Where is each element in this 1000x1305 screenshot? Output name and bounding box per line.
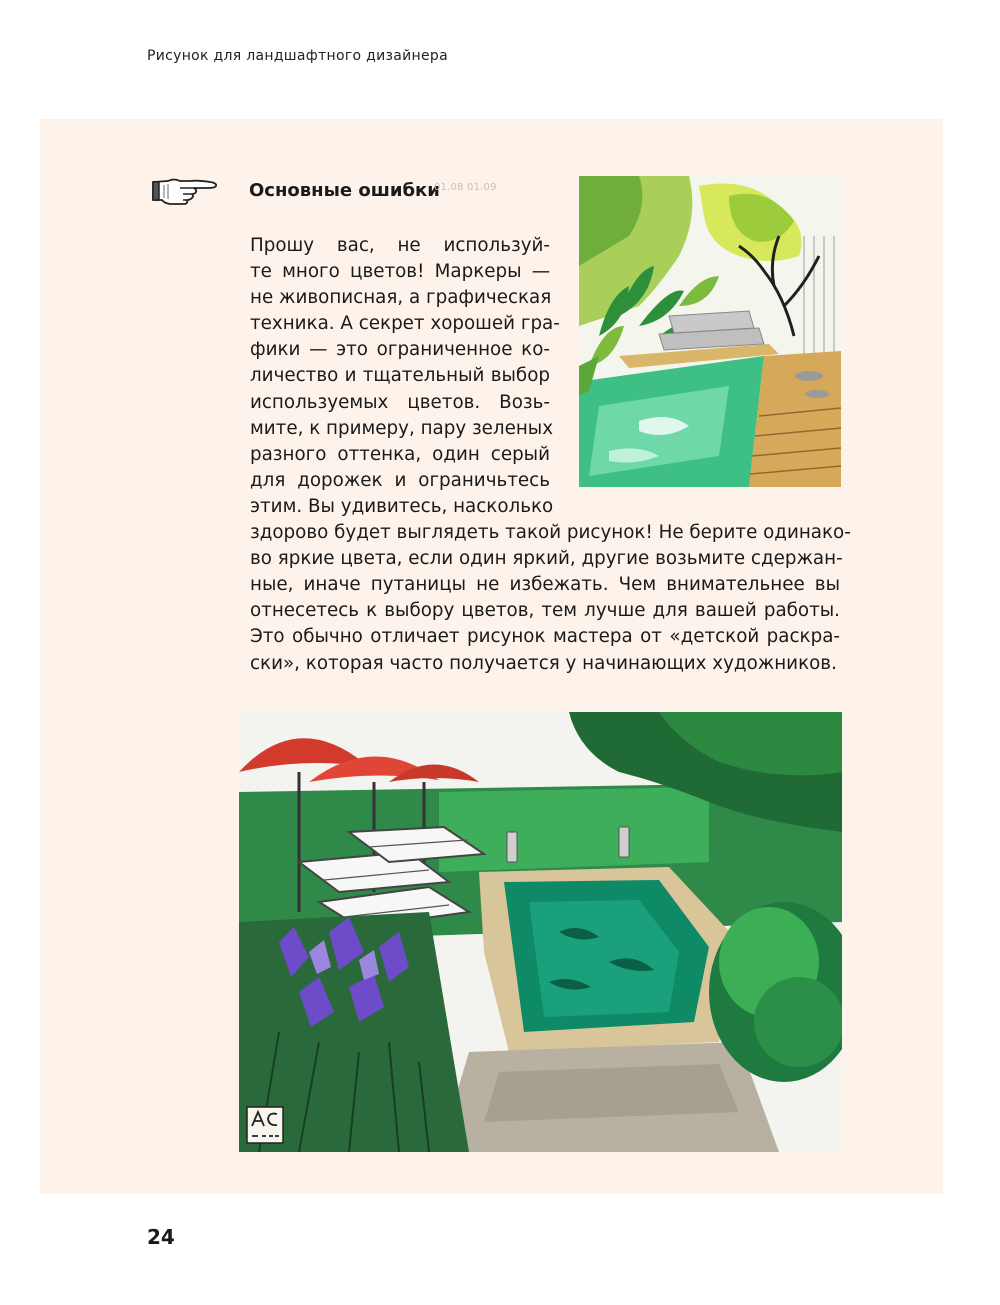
text-line: мите, к примеру, пару зеленых bbox=[250, 417, 554, 439]
text-line: этим. Вы удивитесь, насколько bbox=[250, 495, 554, 517]
pointing-hand-icon bbox=[150, 172, 220, 208]
section-title: Основные ошибки bbox=[249, 180, 440, 201]
text-line: не живописная, а графическая bbox=[250, 287, 552, 309]
text-line: используемых цветов. Возь- bbox=[250, 391, 550, 413]
text-line: во яркие цвета, если один яркий, другие возьмите сдержан- bbox=[250, 548, 843, 570]
text-line: для дорожек и ограничьтесь bbox=[250, 469, 550, 491]
text-line: личество и тщательный выбор bbox=[250, 365, 550, 387]
pool-sketch-small bbox=[579, 176, 841, 487]
text-line: те много цветов! Маркеры — bbox=[250, 261, 550, 283]
text-line: техника. А секрет хорошей гра- bbox=[250, 313, 560, 335]
text-line: здорово будет выглядеть такой рисунок! Не берите одинако- bbox=[250, 522, 851, 544]
text-line: разного оттенка, один серый bbox=[250, 443, 550, 465]
text-line: Это обычно отличает рисунок мастера от «детской раскра- bbox=[250, 626, 840, 648]
text-line: ски», которая часто получается у начинающих художников. bbox=[250, 652, 837, 674]
text-line: ные, иначе путаницы не избежать. Чем внимательнее вы bbox=[250, 574, 840, 596]
pool-sketch-large bbox=[239, 712, 842, 1152]
running-header: Рисунок для ландшафтного дизайнера bbox=[147, 48, 448, 64]
text-line: отнесетесь к выбору цветов, тем лучше для вашей работы. bbox=[250, 600, 840, 622]
page-number: 24 bbox=[147, 1225, 175, 1249]
text-line: фики — это ограниченное ко- bbox=[250, 339, 550, 361]
text-line: Прошу вас, не используй- bbox=[250, 235, 550, 256]
section-refs: 01.08 01.09 bbox=[434, 182, 497, 193]
